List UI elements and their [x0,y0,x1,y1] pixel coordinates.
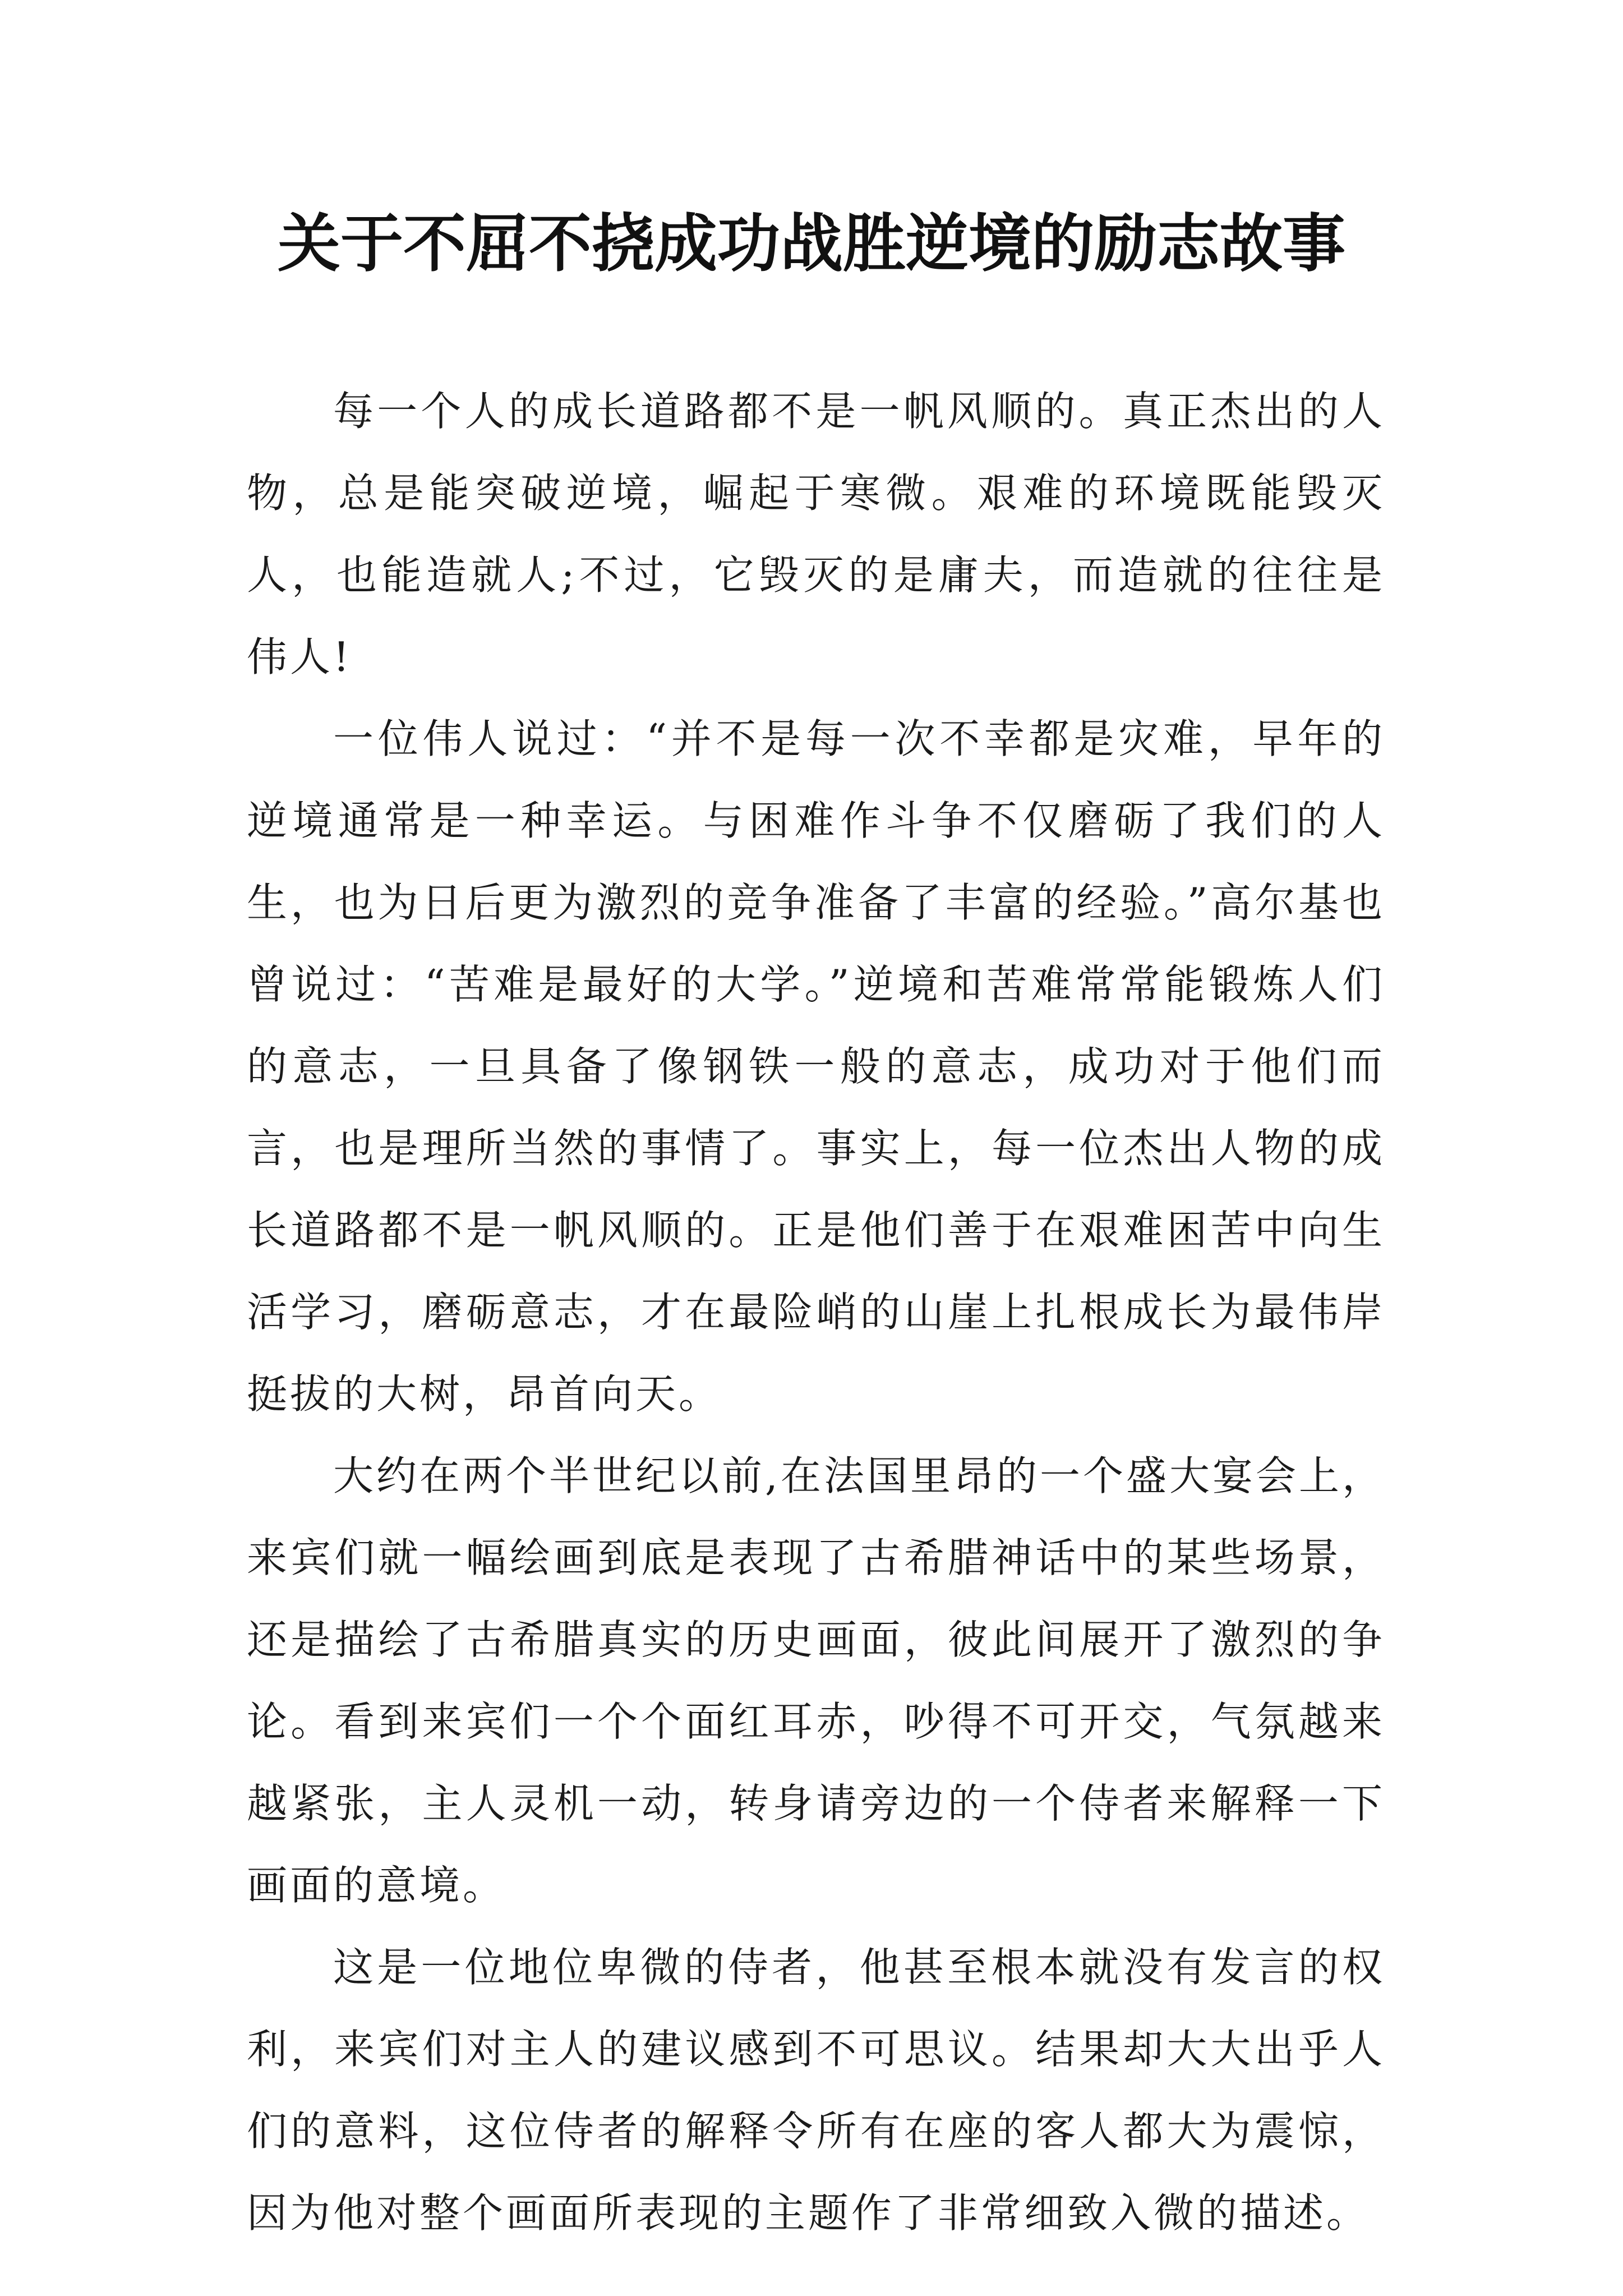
document-body [247,370,1385,2254]
body-paragraph: 一位伟人说过：“并不是每一次不幸都是灾难，早年的逆境通常是一种幸运。与困难作斗争不仅磨砺了我们的人生，也为日后更为激烈的竞争准备了丰富的经验。”高尔基也曾说过：“苦难是最好的大学。”逆境和苦难常常能锻炼人们的意志，一旦具备了像钢铁一般的意志，成功对于他们而言，也是理所当然的事情了。事实上，每一位杰出人物的成长道路都不是一帆风顺的。正是他们善于在艰难困苦中向生活学习，磨砺意志，才在最险峭的山崖上扎根成长为最伟岸挺拔的大树，昂首向天。 [247,715,1385,1418]
body-paragraph: 每一个人的成长道路都不是一帆风顺的。真正杰出的人物，总是能突破逆境，崛起于寒微。艰难的环境既能毁灭人，也能造就人;不过，它毁灭的是庸夫，而造就的往往是伟人! [247,388,1385,680]
body-paragraph: 这是一位地位卑微的侍者，他甚至根本就没有发言的权利，来宾们对主人的建议感到不可思议。结果却大大出乎人们的意料，这位侍者的解释令所有在座的客人都大为震惊，因为他对整个画面所表现的主题作了非常细致入微的描述。 [247,1944,1385,2237]
body-paragraph: 大约在两个半世纪以前,在法国里昂的一个盛大宴会上，来宾们就一幅绘画到底是表现了古希腊神话中的某些场景，还是描绘了古希腊真实的历史画面，彼此间展开了激烈的争论。看到来宾们一个个面红耳赤，吵得不可开交，气氛越来越紧张，主人灵机一动，转身请旁边的一个侍者来解释一下画面的意境。 [247,1452,1385,1909]
document-title: 关于不屈不挠成功战胜逆境的励志故事 [278,207,1345,280]
